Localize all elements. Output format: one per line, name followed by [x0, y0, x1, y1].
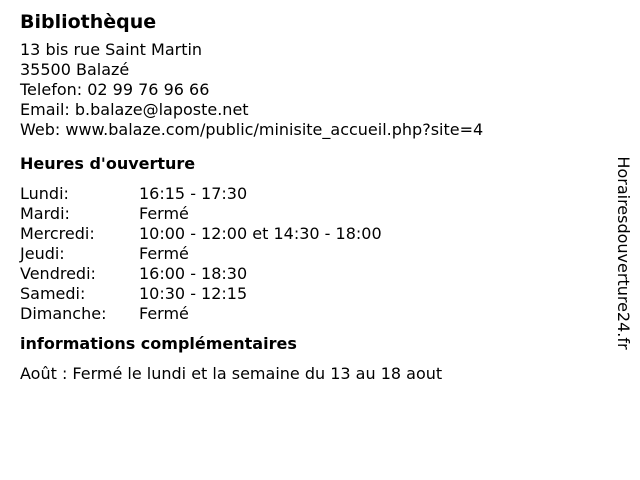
hours-day: Lundi: [20, 184, 69, 203]
library-info-card [20, 10, 610, 384]
hours-time: 10:30 - 12:15 [139, 284, 248, 303]
hours-day: Jeudi: [20, 244, 65, 263]
hours-row-samedi [20, 284, 610, 304]
watermark-text: Horairesdouverture24.fr [614, 156, 633, 350]
hours-time: 10:00 - 12:00 et 14:30 - 18:00 [139, 224, 382, 243]
hours-row-mardi [20, 204, 610, 224]
address-street: 13 bis rue Saint Martin [20, 40, 203, 59]
hours-time: Fermé [139, 304, 189, 323]
hours-time: Fermé [139, 204, 189, 223]
hours-row-vendredi [20, 264, 610, 284]
library-name: Bibliothèque [20, 11, 157, 33]
web-line: Web: www.balaze.com/public/minisite_accueil.php?site=4 [20, 120, 484, 139]
additional-info-text: Août : Fermé le lundi et la semaine du 13 au 18 aout [20, 364, 443, 383]
hours-time: Fermé [139, 244, 189, 263]
address-block [20, 40, 610, 140]
hours-day: Mardi: [20, 204, 70, 223]
hours-row-dimanche [20, 304, 610, 324]
additional-info-heading: informations complémentaires [20, 334, 297, 353]
opening-hours-heading: Heures d'ouverture [20, 154, 196, 173]
hours-row-jeudi [20, 244, 610, 264]
hours-time: 16:15 - 17:30 [139, 184, 248, 203]
hours-day: Vendredi: [20, 264, 96, 283]
address-city: 35500 Balazé [20, 60, 130, 79]
hours-row-mercredi [20, 224, 610, 244]
email-line: Email: b.balaze@laposte.net [20, 100, 249, 119]
opening-hours-table [20, 184, 610, 324]
hours-day: Mercredi: [20, 224, 95, 243]
hours-row-lundi [20, 184, 610, 204]
hours-time: 16:00 - 18:30 [139, 264, 248, 283]
phone-line: Telefon: 02 99 76 96 66 [20, 80, 210, 99]
hours-day: Samedi: [20, 284, 86, 303]
hours-day: Dimanche: [20, 304, 107, 323]
